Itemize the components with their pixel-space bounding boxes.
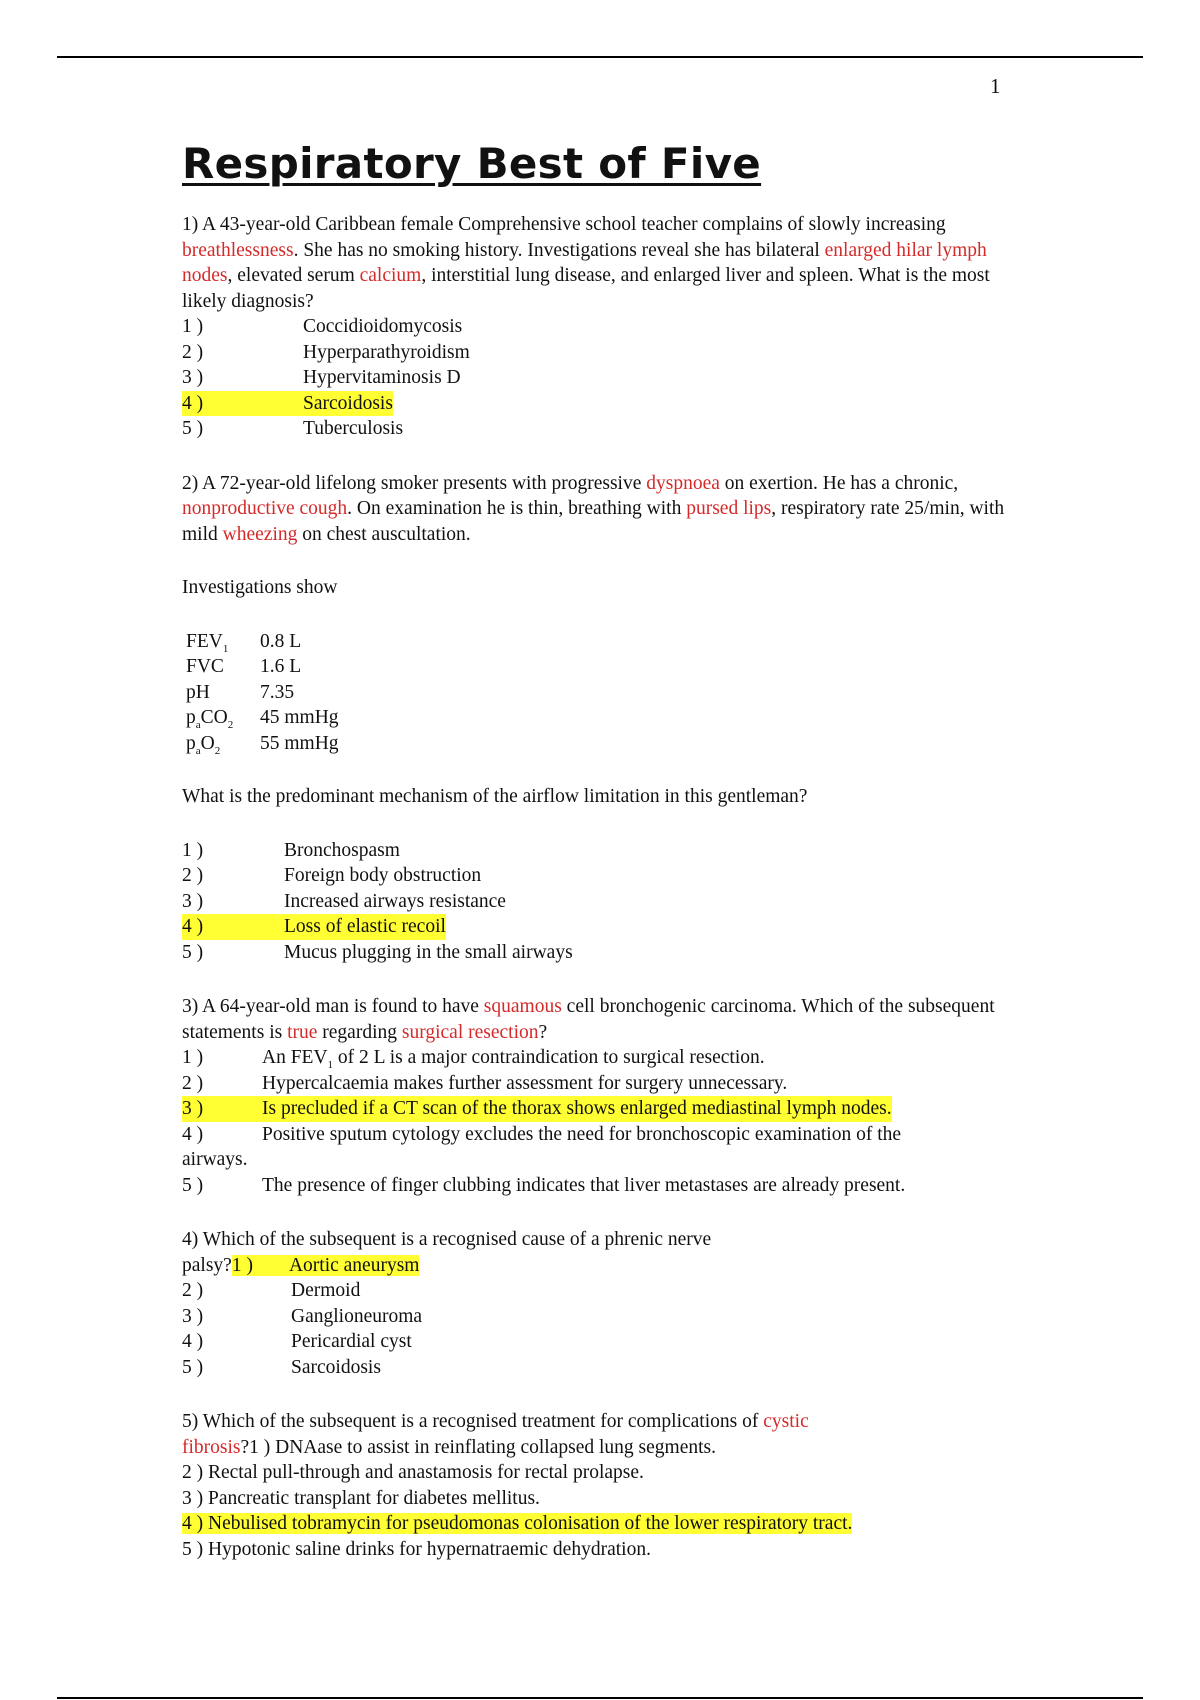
top-rule — [57, 56, 1143, 58]
investigations-table — [186, 629, 339, 757]
option-3-correct: 3 ) Is precluded if a CT scan of the thorax shows enlarged mediastinal lymph nodes. — [182, 1096, 1022, 1122]
option-4-correct: 4 ) Loss of elastic recoil — [182, 914, 1022, 940]
option-4: 4 ) Pericardial cyst — [182, 1331, 412, 1352]
option-2: 2 ) Hyperparathyroidism — [182, 341, 470, 363]
keyword: true — [287, 1021, 318, 1043]
document-body — [182, 138, 1022, 1591]
keyword: calcium — [359, 265, 422, 286]
question-2 — [182, 471, 1022, 966]
option-5: 5 ) The presence of finger clubbing indicates that liver metastases are already present. — [182, 1174, 906, 1196]
question-2-prompt: What is the predominant mechanism of the airflow limitation in this gentleman? — [182, 786, 808, 807]
investigations-heading: Investigations show — [182, 577, 338, 598]
option-1: 1 ) Bronchospasm — [182, 839, 400, 861]
option-5: 5 ) Tuberculosis — [182, 418, 404, 439]
question-2-stem: 2) A 72-year-old lifelong smoker presents with progressive dyspnoea on exertion. He has a chronic, nonproductive cough. On examination he is thin, breathing with pursed lips, respiratory rate 25/min, with mild wheezing on chest auscultation. — [182, 472, 1005, 545]
option-3: 3 ) Hypervitaminosis D — [182, 367, 461, 388]
bottom-rule — [57, 1697, 1143, 1699]
question-4 — [182, 1227, 1022, 1380]
option-4: 4 ) Positive sputum cytology excludes the need for bronchoscopic examination of the — [182, 1123, 902, 1145]
keyword: surgical resection — [401, 1021, 539, 1043]
option-1: 1 ) An $FEV_1$ of 2 L is a major contraindication to surgical resection. — [182, 1047, 765, 1071]
table-row: pH 7.35 — [186, 681, 295, 703]
question-5 — [182, 1409, 1022, 1562]
question-5-stem: 5) Which of the subsequent is a recognised treatment for complications of cystic fibrosis?1 ) DNAase to assist in reinflating collapsed lung segments. — [182, 1411, 809, 1458]
question-4-stem: 4) Which of the subsequent is a recognised cause of a phrenic nerve — [182, 1229, 712, 1250]
question-3-stem: 3) A 64-year-old man is found to have squamous cell bronchogenic carcinoma. Which of the subsequent statements is true regarding surgical resection? — [182, 996, 995, 1043]
table-row: $FEV_1$ 0.8 L — [186, 630, 302, 655]
option-2: 2 ) Rectal pull-through and anastamosis for rectal prolapse. — [182, 1462, 644, 1483]
table-row: FVC 1.6 L — [186, 656, 302, 677]
keyword: enlarged hilar lymph nodes — [182, 239, 987, 286]
option-5: 5 ) Hypotonic saline drinks for hypernatraemic dehydration. — [182, 1538, 651, 1560]
option-1-correct: 1 ) Aortic aneurysm — [231, 1254, 420, 1276]
question-3 — [182, 994, 1022, 1198]
keyword: fibrosis — [182, 1436, 241, 1458]
page-number: 1 — [990, 74, 1001, 98]
keyword: pursed lips — [686, 498, 772, 519]
keyword: nonproductive cough — [182, 498, 348, 519]
option-4-wrap: airways. — [182, 1149, 248, 1170]
question-1-stem: 1) A 43-year-old Caribbean female Comprehensive school teacher complains of slowly increasing breathlessness. She has no smoking history. Investigations reveal she has bilateral enlarged hilar lymph nodes, elevated serum calcium, interstitial lung disease, and enlarged liver and spleen. What is the most likely diagnosis? — [182, 214, 990, 312]
option-3: 3 ) Pancreatic transplant for diabetes mellitus. — [182, 1487, 540, 1509]
keyword: dyspnoea — [646, 472, 720, 494]
page-title: Respiratory Best of Five — [182, 139, 762, 188]
option-5: 5 ) Sarcoidosis — [182, 1356, 381, 1378]
option-5: 5 ) Mucus plugging in the small airways — [182, 941, 573, 963]
option-1: 1 ) Coccidioidomycosis — [182, 316, 463, 337]
keyword: breathlessness — [182, 239, 294, 261]
question-1 — [182, 212, 1022, 442]
question-4-stem-wrap: palsy?1 ) Aortic aneurysm — [182, 1254, 420, 1276]
keyword: cystic — [763, 1411, 809, 1432]
option-4-correct: 4 ) Nebulised tobramycin for pseudomonas colonisation of the lower respiratory tract. — [182, 1513, 853, 1534]
table-row: $p_aCO_2$ 45 mmHg — [186, 707, 339, 731]
option-3: 3 ) Ganglioneuroma — [182, 1305, 423, 1327]
option-2: 2 ) Dermoid — [182, 1280, 361, 1301]
option-2: 2 ) Hypercalcaemia makes further assessment for surgery unnecessary. — [182, 1072, 788, 1094]
keyword: wheezing — [222, 523, 298, 545]
option-4-correct: 4 ) Sarcoidosis — [182, 391, 1022, 417]
table-row: $p_aO_2$ 55 mmHg — [186, 732, 339, 757]
option-2: 2 ) Foreign body obstruction — [182, 865, 482, 886]
option-3: 3 ) Increased airways resistance — [182, 890, 506, 912]
keyword: squamous — [483, 996, 562, 1017]
